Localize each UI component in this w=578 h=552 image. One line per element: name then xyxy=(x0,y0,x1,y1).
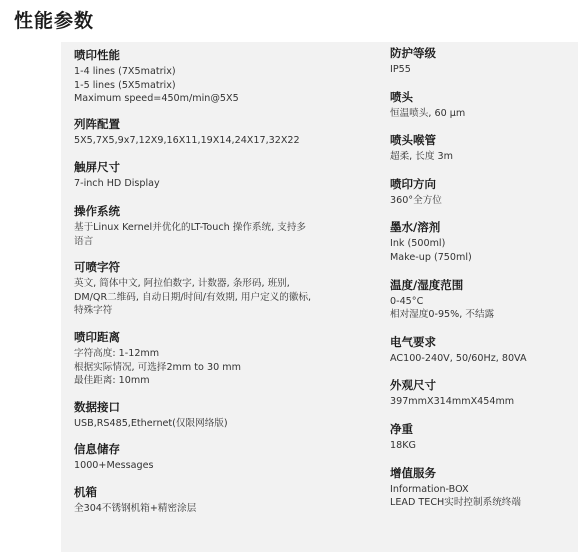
spec-value-added-service xyxy=(390,466,575,510)
spec-value: 360°全方位 xyxy=(390,194,442,206)
spec-column-right xyxy=(390,46,575,510)
spec-label: 喷印方向 xyxy=(390,176,436,191)
spec-operating-system xyxy=(74,204,359,248)
spec-screen-size xyxy=(74,160,359,191)
spec-value: 397mmX314mmX454mm xyxy=(390,396,515,408)
spec-electrical xyxy=(390,335,575,366)
spec-value: 7-inch HD Display xyxy=(74,178,160,190)
spec-print-direction xyxy=(390,177,575,208)
spec-value: Make-up (750ml) xyxy=(390,251,472,263)
spec-value: 相对湿度0-95%, 不结露 xyxy=(390,309,495,321)
spec-message-storage xyxy=(74,442,359,473)
spec-data-interface xyxy=(74,400,359,431)
spec-print-performance xyxy=(74,48,359,106)
spec-label: 触屏尺寸 xyxy=(74,160,120,175)
spec-value: 1-5 lines (5X5matrix) xyxy=(74,79,176,91)
spec-printhead xyxy=(390,90,575,121)
spec-value: 特殊字符 xyxy=(74,305,113,317)
spec-label: 喷印性能 xyxy=(74,48,120,62)
spec-printable-characters xyxy=(74,260,359,318)
spec-value: 超柔, 长度 3m xyxy=(390,151,453,163)
spec-label: 墨水/溶剂 xyxy=(390,220,441,235)
spec-temperature-humidity xyxy=(390,278,575,322)
spec-value: USB,RS485,Ethernet(仅限网络版) xyxy=(74,417,228,429)
spec-value: Information-BOX xyxy=(390,483,469,495)
spec-value: 基于Linux Kernel并优化的LT-Touch 操作系统, 支持多 xyxy=(74,221,307,233)
spec-value: Ink (500ml) xyxy=(390,238,446,250)
spec-printhead-umbilical xyxy=(390,133,575,164)
spec-value: 全304不锈钢机箱+精密涂层 xyxy=(74,502,197,514)
spec-value: 字符高度: 1-12mm xyxy=(74,347,160,359)
page-title: 性能参数 xyxy=(14,10,95,32)
spec-label: 喷印距离 xyxy=(74,329,120,344)
spec-label: 电气要求 xyxy=(390,334,436,349)
spec-label: 增值服务 xyxy=(390,465,436,480)
spec-value: 1000+Messages xyxy=(74,460,154,472)
spec-column-left xyxy=(74,48,359,516)
spec-label: 数据接口 xyxy=(74,399,120,414)
spec-label: 温度/湿度范围 xyxy=(390,277,464,292)
spec-label: 信息储存 xyxy=(74,442,120,457)
spec-value: 最佳距离: 10mm xyxy=(74,375,150,387)
spec-dimensions xyxy=(390,378,575,409)
spec-label: 外观尺寸 xyxy=(390,378,436,393)
spec-print-distance xyxy=(74,330,359,388)
spec-value: 1-4 lines (7X5matrix) xyxy=(74,66,176,77)
spec-value: AC100-240V, 50/60Hz, 80VA xyxy=(390,352,527,364)
spec-value: 根据实际情况, 可选择2mm to 30 mm xyxy=(74,361,241,373)
spec-label: 可喷字符 xyxy=(74,260,120,275)
spec-label: 喷头喉管 xyxy=(390,133,436,148)
spec-label: 列阵配置 xyxy=(74,116,120,131)
spec-protection-rating xyxy=(390,46,575,77)
spec-value: Maximum speed=450m/min@5X5 xyxy=(74,93,239,105)
spec-value: DM/QR二维码, 自动日期/时间/有效期, 用户定义的徽标, xyxy=(74,291,312,303)
spec-label: 净重 xyxy=(390,421,413,436)
spec-ink-solvent xyxy=(390,220,575,264)
spec-value: IP55 xyxy=(390,64,411,75)
spec-label: 防护等级 xyxy=(390,46,436,60)
spec-matrix-config xyxy=(74,117,359,148)
spec-value: LEAD TECH实时控制系统终端 xyxy=(390,497,521,509)
spec-value: 18KG xyxy=(390,439,416,451)
spec-value: 5X5,7X5,9x7,12X9,16X11,19X14,24X17,32X22 xyxy=(74,134,300,146)
spec-net-weight xyxy=(390,422,575,453)
spec-value: 英文, 简体中文, 阿拉伯数字, 计数器, 条形码, 班别, xyxy=(74,278,290,290)
spec-label: 机箱 xyxy=(74,484,97,499)
spec-cabinet xyxy=(74,485,359,516)
spec-value: 语言 xyxy=(74,235,94,247)
spec-value: 0-45°C xyxy=(390,295,424,307)
spec-value: 恒温喷头, 60 μm xyxy=(390,107,466,119)
spec-label: 操作系统 xyxy=(74,203,120,218)
spec-label: 喷头 xyxy=(390,89,413,104)
